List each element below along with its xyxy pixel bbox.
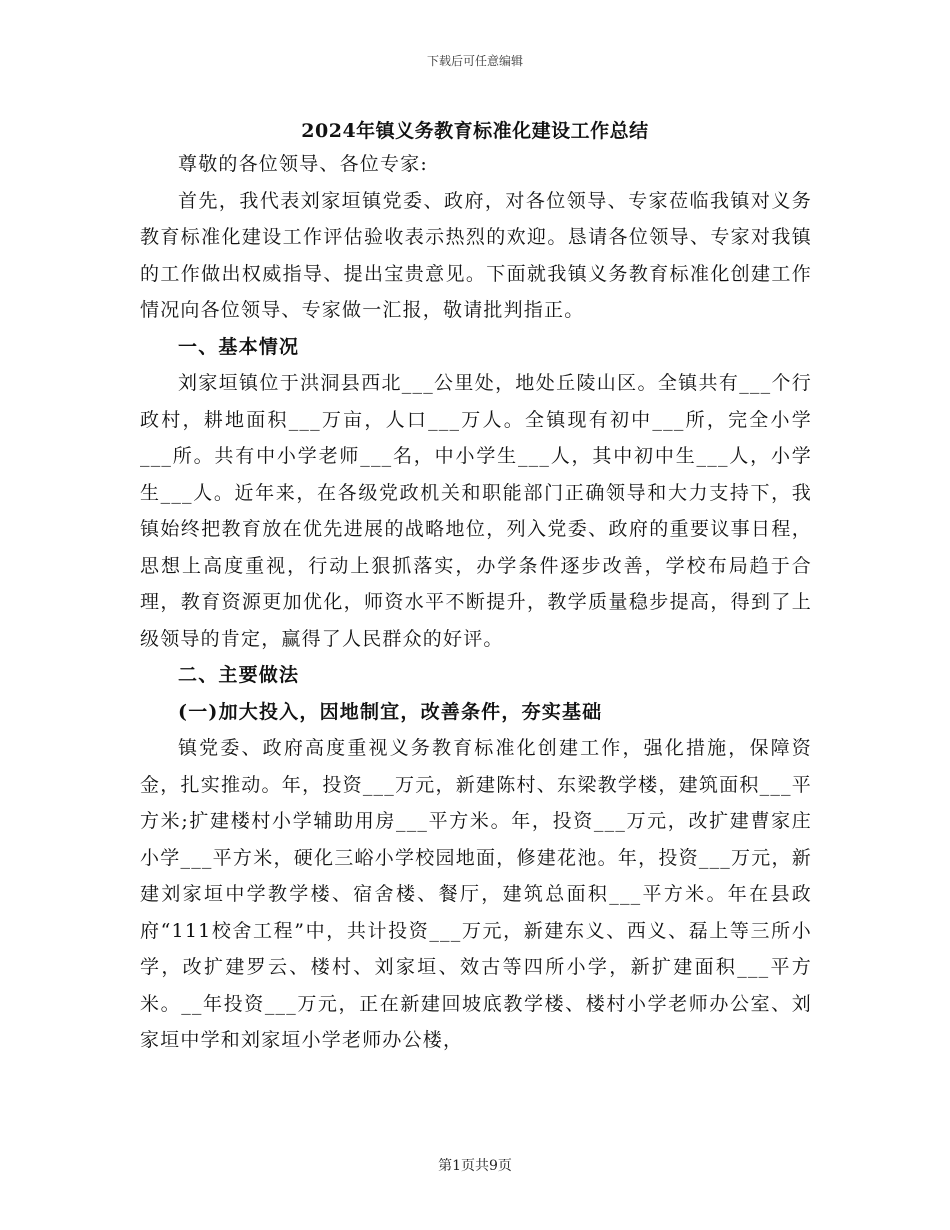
basic-situation-paragraph: 刘家垣镇位于洪洞县西北___公里处，地处丘陵山区。全镇共有___个行政村，耕地面积___万亩，人口___万人。全镇现有初中___所，完全小学___所。共有中小学老师___名，中小学生___人，其中初中生___人，小学生___人。近年来，在各级党政机关和职能部门正确领导和大力支持下，我镇始终把教育放在优先进展的战略地位，列入党委、政府的重要议事日程，思想上高度重视，行动上狠抓落实，办学条件逐步改善，学校布局趋于合理，教育资源更加优化，师资水平不断提升，教学质量稳步提高，得到了上级领导的肯定，赢得了人民群众的好评。 (140, 372, 812, 650)
document-title: 2024年镇义务教育标准化建设工作总结 (301, 120, 649, 142)
intro-paragraph: 首先，我代表刘家垣镇党委、政府，对各位领导、专家莅临我镇对义务教育标准化建设工作评估验收表示热烈的欢迎。恳请各位领导、专家对我镇的工作做出权威指导、提出宝贵意见。下面就我镇义务教育标准化创建工作情况向各位领导、专家做一汇报，敬请批判指正。 (140, 189, 812, 321)
section-heading-basic-situation: 一、基本情况 (178, 335, 300, 358)
salutation-paragraph: 尊敬的各位领导、各位专家: (178, 153, 429, 175)
investment-paragraph: 镇党委、政府高度重视义务教育标准化创建工作，强化措施，保障资金，扎实推动。年，投资___万元，新建陈村、东梁教学楼，建筑面积___平方米;扩建楼村小学辅助用房___平方米。年，投资___万元，改扩建曹家庄小学___平方米，硬化三峪小学校园地面，修建花池。年，投资___万元，新建刘家垣中学教学楼、宿舍楼、餐厅，建筑总面积___平方米。年在县政府“111校舍工程”中，共计投资___万元，新建东义、西义、磊上等三所小学，改扩建罗云、楼村、刘家垣、效古等四所小学，新扩建面积___平方米。__年投资___万元，正在新建回坡底教学楼、楼村小学老师办公室、刘家垣中学和刘家垣小学老师办公楼， (140, 737, 812, 1051)
subsection-heading-investment: (一)加大投入，因地制宜，改善条件，夯实基础 (178, 700, 603, 723)
section-heading-main-practices: 二、主要做法 (178, 664, 300, 686)
page-footer: 第1页共9页 (438, 1158, 512, 1174)
document-body (140, 146, 812, 1059)
header-note: 下载后可任意编辑 (426, 54, 523, 68)
